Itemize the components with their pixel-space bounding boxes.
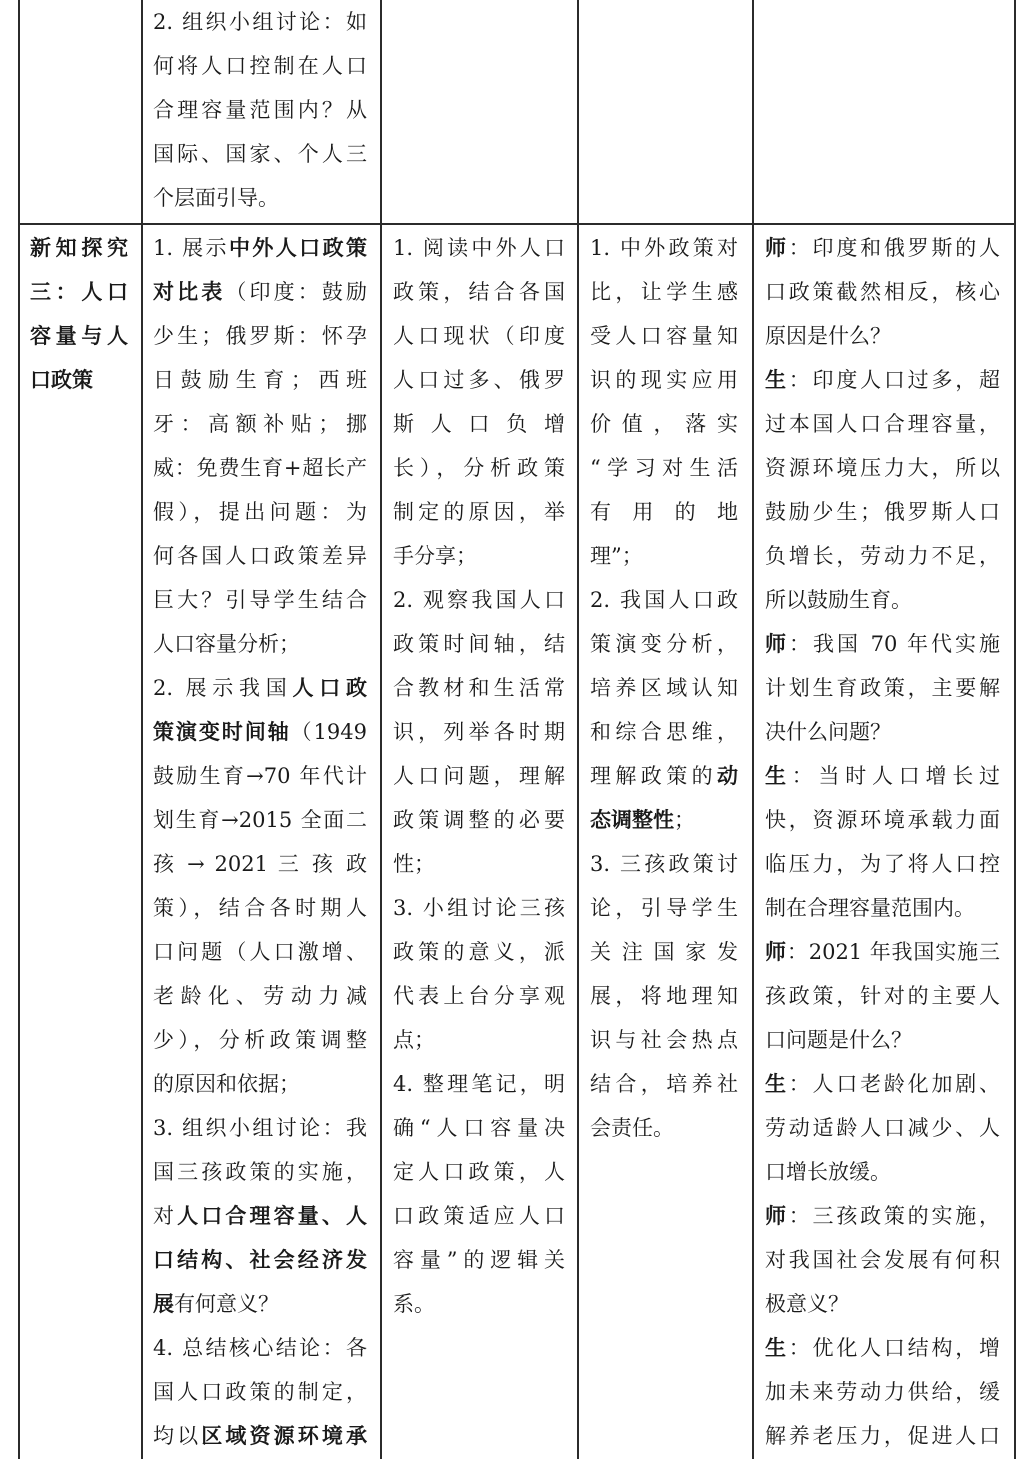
text-line	[153, 1062, 367, 1106]
text-run: 制定的原因，举	[393, 500, 565, 524]
text-line	[153, 622, 367, 666]
text-run: 3. 小组讨论三孩	[393, 896, 565, 920]
text-run: 口政策截然相反，核心	[765, 280, 1000, 304]
text-run: 论，引导学生	[590, 896, 738, 920]
text-run: 系。	[393, 1292, 435, 1316]
text-run: 点；	[393, 1028, 435, 1052]
text-line	[153, 710, 367, 754]
text-line	[765, 446, 1000, 490]
text-line	[765, 1282, 1000, 1326]
text-run: 对	[153, 1204, 178, 1228]
text-run: 老龄化、劳动力减	[153, 984, 367, 1008]
bold-text-run: 中外人口政策	[228, 235, 368, 260]
text-run: 何各国人口政策差异	[153, 544, 367, 568]
text-line	[153, 1238, 367, 1282]
text-run: （1949	[290, 720, 368, 744]
text-line	[393, 622, 565, 666]
text-run: 政策时间轴，结	[393, 632, 565, 656]
text-line	[590, 798, 738, 842]
text-run: ；	[674, 808, 695, 832]
text-line	[590, 974, 738, 1018]
section-title	[30, 226, 128, 402]
text-line	[590, 1106, 738, 1150]
bold-text-run: 生	[765, 763, 792, 788]
text-run: 孩政策，针对的主要人	[765, 984, 1000, 1008]
text-line	[153, 132, 367, 176]
text-run: 合教材和生活常	[393, 676, 565, 700]
text-run: “学习对生活	[590, 456, 738, 480]
section-title-line: 容量与人	[30, 323, 128, 348]
text-run: 确“人口容量决	[393, 1116, 565, 1140]
table-divider-col2	[380, 0, 382, 1459]
bold-text-run: 师	[765, 939, 787, 964]
text-run: 策），结合各时期人	[153, 896, 367, 920]
text-run: 结合，培养社	[590, 1072, 738, 1096]
text-line	[765, 1106, 1000, 1150]
student-activity-cell	[393, 226, 565, 1326]
text-line	[765, 270, 1000, 314]
text-line	[153, 402, 367, 446]
text-run: 识，列举各时期	[393, 720, 565, 744]
text-run: 展，将地理知	[590, 984, 738, 1008]
text-line	[393, 710, 565, 754]
text-line	[590, 534, 738, 578]
bold-text-run: 师	[765, 1203, 789, 1228]
text-line	[765, 358, 1000, 402]
text-run: 人口现状（印度	[393, 324, 565, 348]
text-run: 负增长，劳动力不足，	[765, 544, 1000, 568]
text-line	[590, 622, 738, 666]
text-line	[393, 490, 565, 534]
bold-text-run: 策演变时间轴	[153, 719, 291, 744]
text-run: 策演变分析，	[590, 632, 738, 656]
text-line	[765, 1018, 1000, 1062]
text-line	[393, 1194, 565, 1238]
text-run: 口问题是什么？	[765, 1028, 912, 1052]
text-line	[153, 1194, 367, 1238]
text-run: ：2021 年我国实施三	[786, 940, 1000, 964]
text-run: 识与社会热点	[590, 1028, 738, 1052]
text-run: 理”；	[590, 544, 643, 568]
text-run: ：当时人口增长过	[791, 764, 1000, 788]
bold-text-run: 生	[765, 1335, 789, 1360]
table-divider-col1	[141, 0, 143, 1459]
text-line	[393, 534, 565, 578]
table-border-left	[18, 0, 20, 1459]
text-line	[153, 270, 367, 314]
text-line	[393, 1018, 565, 1062]
text-line	[153, 534, 367, 578]
text-line	[590, 226, 738, 270]
text-run: ：人口老龄化加剧、	[788, 1072, 1001, 1096]
text-line	[393, 974, 565, 1018]
text-run: ：印度和俄罗斯的人	[788, 236, 1001, 260]
text-run: 的原因和依据；	[153, 1072, 300, 1096]
text-run: 有何意义？	[174, 1292, 279, 1316]
text-run: 斯 人 口 负 增	[393, 412, 565, 436]
text-run: 少），分析政策调整	[153, 1028, 367, 1052]
text-line	[153, 490, 367, 534]
text-line	[590, 842, 738, 886]
text-line	[765, 842, 1000, 886]
text-run: ：三孩政策的实施，	[788, 1204, 1001, 1228]
text-run: （印度：鼓励	[225, 280, 367, 304]
text-line	[765, 1414, 1000, 1458]
text-run: 性；	[393, 852, 435, 876]
text-run: 政策，结合各国	[393, 280, 565, 304]
text-line	[393, 842, 565, 886]
text-line	[393, 1150, 565, 1194]
text-line	[153, 358, 367, 402]
text-run: 日鼓励生育；西班	[153, 368, 367, 392]
text-line	[393, 930, 565, 974]
text-line	[765, 534, 1000, 578]
text-line	[393, 1238, 565, 1282]
text-run: ：印度人口过多，超	[788, 368, 1001, 392]
text-line	[765, 798, 1000, 842]
text-line	[765, 490, 1000, 534]
text-run: 比，让学生感	[590, 280, 738, 304]
text-run: 4. 整理笔记，明	[393, 1072, 565, 1096]
text-run: 3. 组织小组讨论：我	[153, 1116, 367, 1140]
text-line	[765, 402, 1000, 446]
text-run: 容量”的逻辑关	[393, 1248, 565, 1272]
text-line	[393, 270, 565, 314]
text-line	[590, 446, 738, 490]
text-line	[153, 226, 367, 270]
text-line	[153, 88, 367, 132]
text-run: 和综合思维，	[590, 720, 738, 744]
text-line	[153, 886, 367, 930]
text-run: 过本国人口合理容量，	[765, 412, 1000, 436]
text-line	[590, 490, 738, 534]
text-run: 政策的意义，派	[393, 940, 565, 964]
text-line	[153, 1370, 367, 1414]
bold-text-run: 对比表	[153, 279, 226, 304]
text-run: 原因是什么？	[765, 324, 891, 348]
text-line	[590, 666, 738, 710]
text-line	[765, 1194, 1000, 1238]
text-run: 对我国社会发展有何积	[765, 1248, 1000, 1272]
text-run: 所以鼓励生育。	[765, 588, 912, 612]
text-run: 解养老压力，促进人口	[765, 1424, 1000, 1448]
text-line	[590, 754, 738, 798]
text-run: 人口问题，理解	[393, 764, 565, 788]
text-run: 有 用 的 地	[590, 500, 738, 524]
text-run: 会责任。	[590, 1116, 674, 1140]
text-run: 代表上台分享观	[393, 984, 565, 1008]
text-line	[590, 578, 738, 622]
table-divider-col3	[577, 0, 579, 1459]
text-run: 临压力，为了将人口控	[765, 852, 1000, 876]
text-run: 孩 → 2021 三 孩 政	[153, 852, 367, 876]
bold-text-run: 动	[717, 763, 738, 788]
bold-text-run: 态调整性	[590, 807, 674, 832]
text-line	[765, 1370, 1000, 1414]
text-run: 加未来劳动力供给，缓	[765, 1380, 1000, 1404]
text-run: 国人口政策的制定，	[153, 1380, 367, 1404]
bold-text-run: 生	[765, 1071, 789, 1096]
text-run: 制在合理容量范围内。	[765, 896, 975, 920]
text-line	[765, 974, 1000, 1018]
text-run: 国三孩政策的实施，	[153, 1160, 367, 1184]
teacher-activity-cell	[153, 226, 367, 1458]
text-line	[393, 666, 565, 710]
bold-text-run: 师	[765, 235, 789, 260]
text-run: 2. 观察我国人口	[393, 588, 565, 612]
text-run: 关 注 国 家 发	[590, 940, 738, 964]
text-run: 2. 展示我国	[153, 676, 293, 700]
text-line	[393, 1106, 565, 1150]
text-run: 受人口容量知	[590, 324, 738, 348]
text-run: 极意义？	[765, 1292, 849, 1316]
text-run: ：我国 70 年代实施	[789, 632, 1001, 656]
text-line	[153, 930, 367, 974]
text-line	[153, 446, 367, 490]
text-line	[393, 446, 565, 490]
text-run: 口增长放缓。	[765, 1160, 891, 1184]
text-run: 划生育→2015 全面二	[153, 808, 367, 832]
text-line	[590, 358, 738, 402]
dialogue-cell	[765, 226, 1000, 1458]
text-run: 个层面引导。	[153, 186, 279, 210]
text-run: 2. 我国人口政	[590, 588, 738, 612]
design-intent-cell	[590, 226, 738, 1150]
bold-text-run: 人口政	[292, 675, 367, 700]
text-run: 识的现实应用	[590, 368, 738, 392]
text-line	[153, 578, 367, 622]
text-line	[393, 226, 565, 270]
text-run: 理解政策的	[590, 764, 717, 788]
text-run: 2. 组织小组讨论：如	[153, 10, 367, 34]
text-run: 假），提出问题：为	[153, 500, 367, 524]
text-run: 鼓励生育→70 年代计	[153, 764, 367, 788]
section-title-line: 三：人口	[30, 279, 128, 304]
text-run: 口问题（人口激增、	[153, 940, 367, 964]
bold-text-run: 口结构、社会经济发	[153, 1247, 367, 1272]
text-line	[590, 886, 738, 930]
text-run: 3. 三孩政策讨	[590, 852, 738, 876]
text-run: 劳动适龄人口减少、人	[765, 1116, 1000, 1140]
text-run: 培养区域认知	[590, 676, 738, 700]
text-line	[153, 0, 367, 44]
text-run: 手分享；	[393, 544, 477, 568]
text-line	[153, 1282, 367, 1326]
text-line	[765, 930, 1000, 974]
text-line	[393, 886, 565, 930]
text-run: 定人口政策，人	[393, 1160, 565, 1184]
text-line	[765, 314, 1000, 358]
text-line	[765, 886, 1000, 930]
text-line	[765, 754, 1000, 798]
text-run: 快，资源环境承载力面	[765, 808, 1000, 832]
text-line	[765, 622, 1000, 666]
text-run: 口政策适应人口	[393, 1204, 565, 1228]
bold-text-run: 生	[765, 367, 789, 392]
text-line	[590, 710, 738, 754]
section-title-line: 口政策	[30, 367, 93, 392]
bold-text-run: 人口合理容量、人	[177, 1203, 367, 1228]
text-line	[153, 754, 367, 798]
text-line	[393, 798, 565, 842]
bold-text-run: 区域资源环境承	[201, 1423, 367, 1448]
text-line	[765, 226, 1000, 270]
text-run: 价 值 ， 落 实	[590, 412, 738, 436]
text-line	[765, 578, 1000, 622]
text-line	[153, 176, 367, 220]
section-title-line: 新知探究	[30, 235, 128, 260]
text-line	[153, 44, 367, 88]
bold-text-run: 师	[765, 631, 789, 656]
text-line	[393, 358, 565, 402]
text-run: 计划生育政策，主要解	[765, 676, 1000, 700]
text-line	[590, 402, 738, 446]
text-line	[765, 1062, 1000, 1106]
text-line	[765, 1150, 1000, 1194]
text-run: 何将人口控制在人口	[153, 54, 367, 78]
text-line	[153, 1150, 367, 1194]
text-line	[153, 1326, 367, 1370]
text-run: 政策调整的必要	[393, 808, 565, 832]
bold-text-run: 展	[153, 1291, 174, 1316]
text-line	[153, 974, 367, 1018]
text-line	[765, 1238, 1000, 1282]
text-line	[393, 754, 565, 798]
text-run: 巨大？引导学生结合	[153, 588, 367, 612]
text-line	[590, 1062, 738, 1106]
text-line	[153, 1106, 367, 1150]
text-line	[153, 314, 367, 358]
text-run: ：优化人口结构，增	[788, 1336, 1001, 1360]
text-run: 1. 展示	[153, 236, 229, 260]
text-run: 合理容量范围内？从	[153, 98, 367, 122]
text-run: 牙：高额补贴；挪	[153, 412, 367, 436]
text-run: 1. 中外政策对	[590, 236, 738, 260]
text-line	[153, 1018, 367, 1062]
text-run: 1. 阅读中外人口	[393, 236, 565, 260]
top-row-teacher-cell	[153, 0, 367, 220]
table-row-divider	[18, 223, 1015, 225]
text-line	[393, 578, 565, 622]
text-line	[393, 1062, 565, 1106]
text-line	[153, 666, 367, 710]
text-line	[590, 270, 738, 314]
text-run: 4. 总结核心结论：各	[153, 1336, 367, 1360]
text-run: 国际、国家、个人三	[153, 142, 367, 166]
text-run: 少生；俄罗斯：怀孕	[153, 324, 367, 348]
text-line	[393, 1282, 565, 1326]
text-run: 人口容量分析；	[153, 632, 300, 656]
text-line	[153, 842, 367, 886]
text-line	[393, 402, 565, 446]
text-run: 人口过多、俄罗	[393, 368, 565, 392]
text-run: 鼓励少生；俄罗斯人口	[765, 500, 1000, 524]
text-line	[590, 1018, 738, 1062]
text-run: 均以	[153, 1424, 202, 1448]
text-run: 威：免费生育+超长产	[153, 456, 367, 480]
text-line	[765, 710, 1000, 754]
text-line	[590, 314, 738, 358]
text-line	[765, 1326, 1000, 1370]
text-line	[590, 930, 738, 974]
text-line	[153, 1414, 367, 1458]
text-line	[153, 798, 367, 842]
text-run: 资源环境压力大，所以	[765, 456, 1000, 480]
text-line	[393, 314, 565, 358]
text-line	[765, 666, 1000, 710]
text-run: 决什么问题？	[765, 720, 891, 744]
table-divider-col4	[752, 0, 754, 1459]
text-run: 长），分析政策	[393, 456, 565, 480]
table-border-right	[1014, 0, 1016, 1459]
